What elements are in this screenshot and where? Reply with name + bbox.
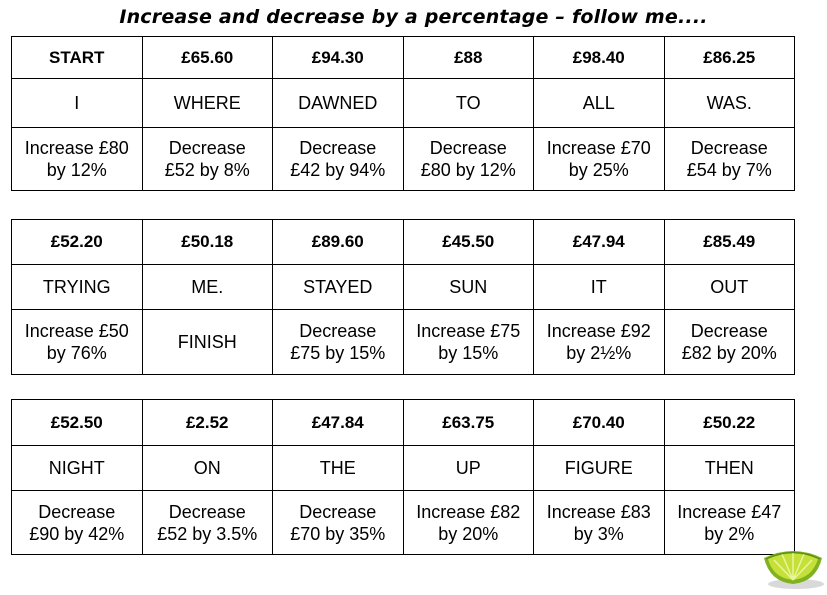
- question-line-2: £70 by 35%: [290, 523, 386, 544]
- word-cell: THEN: [664, 446, 795, 491]
- question-line-2: £52 by 8%: [164, 160, 250, 180]
- question-cell: [664, 128, 795, 191]
- question-line-1: Decrease: [168, 501, 246, 522]
- word-cell: ALL: [534, 79, 665, 128]
- word-cell: TO: [403, 79, 534, 128]
- question-line-1: Decrease: [690, 138, 768, 158]
- question-line-2: £54 by 7%: [686, 160, 772, 180]
- question-line-2: by 15%: [438, 343, 499, 363]
- question-cell: [12, 491, 143, 555]
- word-cell: STAYED: [273, 265, 404, 310]
- word-cell: ON: [142, 446, 273, 491]
- question-line-2: £82 by 20%: [681, 343, 777, 363]
- question-line-2: by 76%: [46, 343, 107, 363]
- question-cell: [534, 491, 665, 555]
- question-line-1: Increase £70: [546, 138, 651, 158]
- question-row: [12, 310, 795, 375]
- card-strip-3: [11, 399, 795, 555]
- question-cell: [142, 128, 273, 191]
- answer-cell: £50.22: [664, 400, 795, 446]
- answer-row: [12, 220, 795, 265]
- card-strip-1: [11, 36, 795, 191]
- word-cell: NIGHT: [12, 446, 143, 491]
- question-line-1: Increase £80: [24, 138, 129, 158]
- answer-cell: £85.49: [664, 220, 795, 265]
- question-cell: [534, 128, 665, 191]
- word-row: [12, 265, 795, 310]
- answer-cell: £88: [403, 37, 534, 79]
- answer-cell: £70.40: [534, 400, 665, 446]
- word-cell: ME.: [142, 265, 273, 310]
- question-line-1: Increase £92: [546, 321, 651, 341]
- question-cell: [403, 128, 534, 191]
- answer-cell: £52.20: [12, 220, 143, 265]
- answer-cell: £94.30: [273, 37, 404, 79]
- question-row: [12, 128, 795, 191]
- question-cell: [273, 491, 404, 555]
- word-row: [12, 79, 795, 128]
- word-cell: UP: [403, 446, 534, 491]
- question-cell: [273, 310, 404, 375]
- answer-cell: £89.60: [273, 220, 404, 265]
- question-line-1: Decrease: [38, 501, 116, 522]
- question-line-2: by 20%: [438, 523, 499, 544]
- question-line-1: FINISH: [177, 332, 237, 352]
- question-line-2: by 3%: [573, 523, 624, 544]
- question-line-1: Decrease: [168, 138, 246, 158]
- question-cell: [664, 310, 795, 375]
- word-cell: OUT: [664, 265, 795, 310]
- question-cell: [142, 491, 273, 555]
- answer-cell: £52.50: [12, 400, 143, 446]
- word-cell: SUN: [403, 265, 534, 310]
- question-line-1: Decrease: [299, 321, 377, 341]
- word-cell: I: [12, 79, 143, 128]
- card-strip-2: [11, 219, 795, 375]
- question-cell: [12, 310, 143, 375]
- question-line-2: £42 by 94%: [290, 160, 386, 180]
- question-line-2: by 2½%: [566, 343, 632, 363]
- word-cell: TRYING: [12, 265, 143, 310]
- question-line-1: Increase £47: [677, 501, 782, 522]
- question-cell: [12, 128, 143, 191]
- answer-row: [12, 37, 795, 79]
- answer-row: [12, 400, 795, 446]
- question-cell: [403, 491, 534, 555]
- question-line-2: £52 by 3.5%: [157, 523, 258, 544]
- question-row: [12, 491, 795, 555]
- question-line-2: £90 by 42%: [29, 523, 125, 544]
- question-line-2: £80 by 12%: [420, 160, 516, 180]
- question-line-1: Increase £83: [546, 501, 651, 522]
- word-cell: WAS.: [664, 79, 795, 128]
- answer-cell: £45.50: [403, 220, 534, 265]
- word-cell: DAWNED: [273, 79, 404, 128]
- question-cell: [142, 310, 273, 375]
- question-line-2: by 12%: [46, 160, 107, 180]
- question-line-2: £75 by 15%: [290, 343, 386, 363]
- question-cell: [403, 310, 534, 375]
- worksheet-title: Increase and decrease by a percentage – follow me....: [119, 6, 708, 28]
- answer-cell: £86.25: [664, 37, 795, 79]
- question-line-1: Increase £50: [24, 321, 129, 341]
- question-line-1: Decrease: [299, 138, 377, 158]
- answer-cell: £47.94: [534, 220, 665, 265]
- answer-cell: £63.75: [403, 400, 534, 446]
- question-line-1: Increase £82: [416, 501, 521, 522]
- answer-cell: £98.40: [534, 37, 665, 79]
- question-line-1: Increase £75: [416, 321, 521, 341]
- answer-cell: £47.84: [273, 400, 404, 446]
- question-cell: [534, 310, 665, 375]
- answer-cell: START: [12, 37, 143, 79]
- lime-slice-logo-icon: [760, 542, 826, 590]
- word-cell: THE: [273, 446, 404, 491]
- question-line-1: Decrease: [429, 138, 507, 158]
- word-row: [12, 446, 795, 491]
- question-line-1: Decrease: [690, 321, 768, 341]
- question-line-2: by 2%: [704, 523, 755, 544]
- answer-cell: £50.18: [142, 220, 273, 265]
- word-cell: IT: [534, 265, 665, 310]
- question-line-2: by 25%: [568, 160, 629, 180]
- question-line-1: Decrease: [299, 501, 377, 522]
- answer-cell: £2.52: [142, 400, 273, 446]
- word-cell: WHERE: [142, 79, 273, 128]
- word-cell: FIGURE: [534, 446, 665, 491]
- answer-cell: £65.60: [142, 37, 273, 79]
- question-cell: [273, 128, 404, 191]
